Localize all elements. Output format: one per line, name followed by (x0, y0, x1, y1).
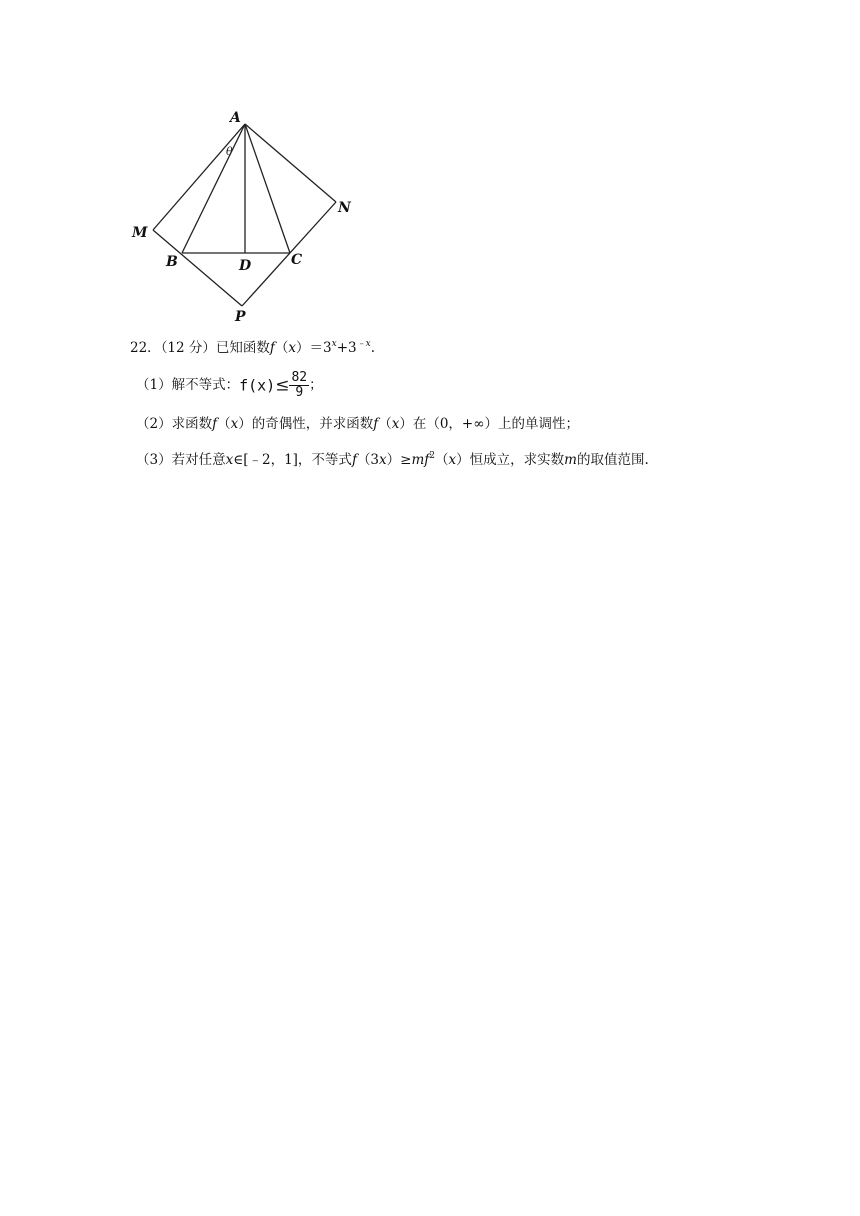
triangle-diagram (120, 100, 370, 330)
segment-ab (182, 124, 245, 253)
problem-number: 22． (130, 340, 161, 356)
problem-score: （12 分） (160, 340, 216, 356)
label-n: N (338, 200, 351, 216)
segment-np (242, 202, 336, 306)
geometry-figure (120, 100, 370, 330)
part-2: （2）求函数f（x）的奇偶性，并求函数f（x）在（0，+∞）上的单调性； (136, 416, 579, 432)
label-m: M (132, 225, 148, 241)
label-d: D (239, 258, 252, 274)
label-theta: θ (226, 145, 233, 158)
part-1: （1）解不等式：f(x)≤ $\frac{82}{9}$ ； (136, 370, 323, 400)
label-c: C (291, 252, 303, 268)
fraction-82-9: $\frac{82}{9}$ (291, 370, 308, 400)
problem-statement: 22．（12 分）已知函数$f(x)=3^x+3^{﹣x}$. (130, 339, 375, 356)
label-a: A (230, 110, 241, 126)
label-b: B (166, 254, 178, 270)
label-p: P (235, 309, 246, 325)
part-3: （3）若对任意x∈[﹣2，1]，不等式$f(3x)\ge mf^2(x)$恒成立，求实数m的取值范围. (136, 451, 649, 468)
fx-expression: f(x) (239, 376, 276, 395)
segment-am (153, 124, 245, 230)
